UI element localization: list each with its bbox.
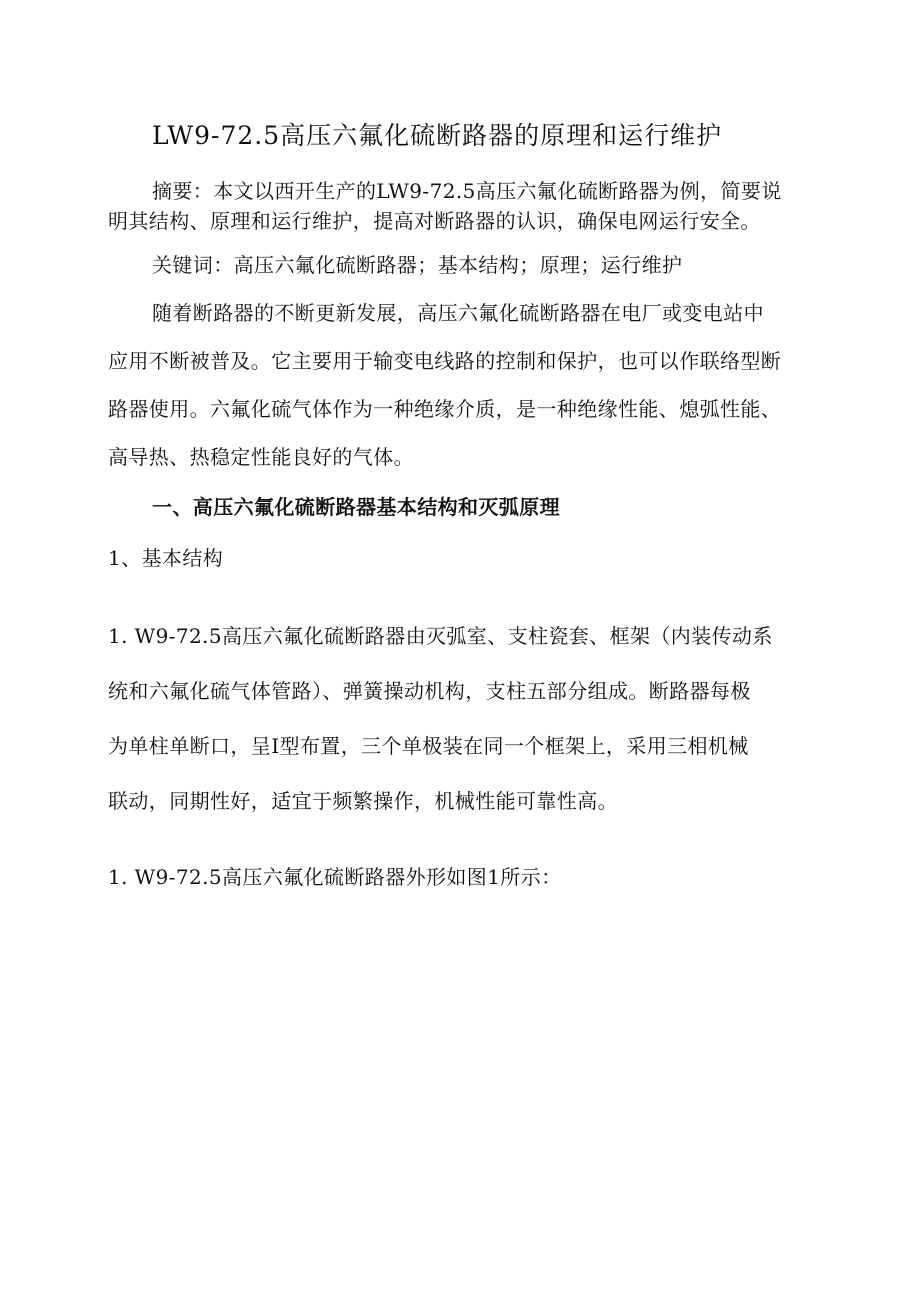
intro-line-1: 随着断路器的不断更新发展，高压六氟化硫断路器在电厂或变电站中	[152, 301, 764, 325]
intro-line-3: 路器使用。六氟化硫气体作为一种绝缘介质，是一种绝缘性能、熄弧性能、	[108, 397, 782, 421]
intro-line-2: 应用不断被普及。它主要用于输变电线路的控制和保护，也可以作联络型断	[108, 349, 782, 373]
abstract-line-1: 摘要：本文以西开生产的LW9-72.5高压六氟化硫断路器为例，简要说	[152, 179, 782, 203]
structure-line-4: 联动，同期性好，适宜于频繁操作，机械性能可靠性高。	[108, 789, 618, 813]
subsection-heading: 1、基本结构	[108, 546, 224, 570]
abstract-line-2: 明其结构、原理和运行维护，提高对断路器的认识，确保电网运行安全。	[108, 209, 761, 233]
document-title: LW9-72.5高压六氟化硫断路器的原理和运行维护	[152, 121, 723, 150]
structure-line-1: 1. W9-72.5高压六氟化硫断路器由灭弧室、支柱瓷套、框架（内装传动系	[108, 624, 773, 648]
figure-caption: 1. W9-72.5高压六氟化硫断路器外形如图1所示：	[108, 865, 562, 889]
structure-line-3: 为单柱单断口，呈I型布置，三个单极装在同一个框架上，采用三相机械	[108, 734, 749, 758]
keywords-line: 关键词：高压六氟化硫断路器；基本结构；原理；运行维护	[152, 253, 683, 277]
section-heading: 一、高压六氟化硫断路器基本结构和灭弧原理	[152, 495, 560, 519]
structure-line-2: 统和六氟化硫气体管路）、弹簧操动机构，支柱五部分组成。断路器每极	[108, 679, 751, 703]
intro-line-4: 高导热、热稳定性能良好的气体。	[108, 445, 414, 469]
